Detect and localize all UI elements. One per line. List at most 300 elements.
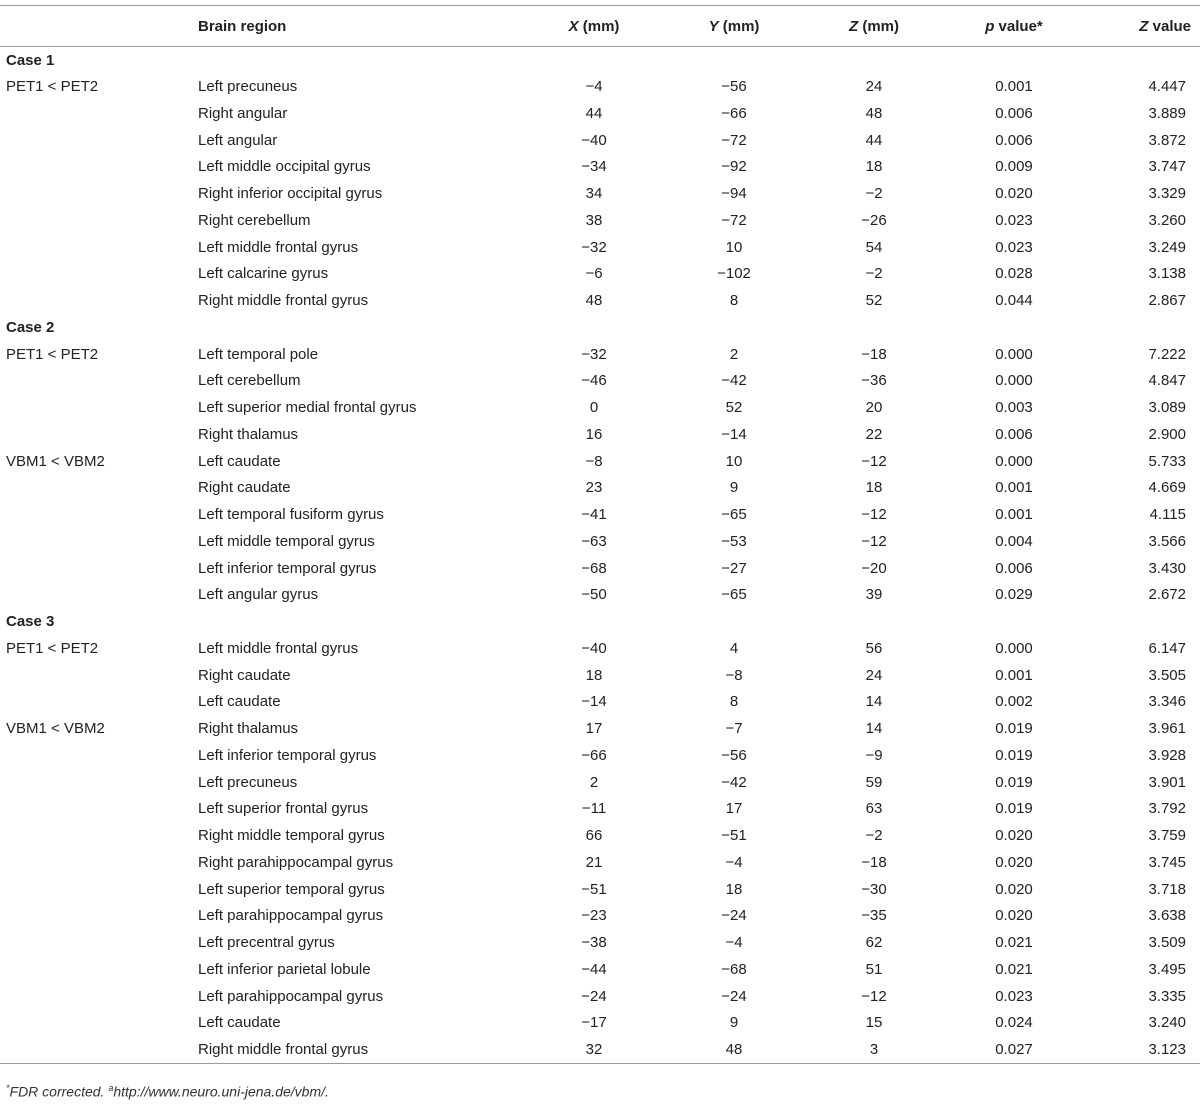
x-mm-cell: 23	[585, 479, 603, 497]
z-value-cell: 3.089	[1148, 399, 1186, 417]
z-mm-cell: 24	[865, 78, 883, 96]
y-mm-cell: −66	[721, 104, 747, 122]
brain-region-cell: Left middle occipital gyrus	[198, 158, 371, 176]
table-row	[0, 956, 1200, 983]
x-mm-cell: −38	[581, 934, 607, 952]
z-value-cell: 3.509	[1148, 934, 1186, 952]
y-mm-cell: 8	[729, 693, 739, 711]
x-mm-cell: 17	[585, 720, 603, 738]
z-mm-cell: −2	[865, 827, 883, 845]
case-header-row	[0, 608, 1200, 635]
z-mm-cell: 15	[865, 1014, 883, 1032]
z-mm-cell: 48	[865, 104, 883, 122]
z-mm-cell: −18	[861, 853, 887, 871]
header-brain-region: Brain region	[196, 6, 524, 47]
brain-region-cell: Left precentral gyrus	[198, 934, 335, 952]
table-row	[0, 849, 1200, 876]
condition-cell	[0, 796, 196, 823]
y-mm-cell: −68	[721, 960, 747, 978]
z-mm-cell: 20	[865, 399, 883, 417]
brain-region-cell: Left middle frontal gyrus	[198, 238, 359, 256]
table-row	[0, 796, 1200, 823]
z-mm-cell: 24	[865, 666, 883, 684]
brain-region-cell: Left superior temporal gyrus	[198, 880, 385, 898]
z-mm-cell: −2	[865, 185, 883, 203]
p-value-cell: 0.003	[995, 399, 1033, 417]
x-mm-cell: −51	[581, 880, 607, 898]
table-row	[0, 368, 1200, 395]
case-label: Case 2	[6, 318, 55, 336]
p-value-cell: 0.000	[995, 639, 1033, 657]
x-mm-cell: −23	[581, 907, 607, 925]
x-mm-cell: −32	[581, 345, 607, 363]
p-value-cell: 0.021	[995, 934, 1033, 952]
condition-cell	[0, 100, 196, 127]
p-value-cell: 0.019	[995, 746, 1033, 764]
y-mm-cell: 10	[725, 238, 743, 256]
y-mm-cell: 18	[725, 880, 743, 898]
z-mm-cell: 52	[865, 292, 883, 310]
y-mm-cell: 4	[729, 639, 739, 657]
x-mm-cell: −68	[581, 559, 607, 577]
y-mm-cell: 9	[729, 479, 739, 497]
y-mm-cell: −42	[721, 773, 747, 791]
z-value-cell: 3.430	[1148, 559, 1186, 577]
z-mm-cell: 3	[804, 1036, 944, 1063]
brain-region-cell: Right caudate	[198, 479, 291, 497]
table-row	[0, 582, 1200, 609]
brain-region-cell: Left calcarine gyrus	[198, 265, 329, 283]
p-value-cell: 0.006	[995, 559, 1033, 577]
x-mm-cell: −8	[585, 452, 603, 470]
brain-region-cell: Right middle temporal gyrus	[198, 827, 385, 845]
x-mm-cell: −4	[585, 78, 603, 96]
table-row	[0, 635, 1200, 662]
table-row	[0, 769, 1200, 796]
z-mm-cell: −12	[861, 987, 887, 1005]
y-mm-cell: 52	[725, 399, 743, 417]
brain-region-cell: Left inferior temporal gyrus	[198, 559, 377, 577]
y-mm-cell: −8	[725, 666, 743, 684]
p-value-cell: 0.023	[995, 987, 1033, 1005]
table-row	[0, 822, 1200, 849]
y-mm-cell: 48	[664, 1036, 804, 1063]
x-mm-cell: −41	[581, 506, 607, 524]
header-condition	[0, 6, 196, 47]
table-row	[0, 448, 1200, 475]
header-zv-var: Z	[1139, 17, 1149, 35]
z-mm-cell: 18	[865, 158, 883, 176]
y-mm-cell: −65	[721, 506, 747, 524]
y-mm-cell: −42	[721, 372, 747, 390]
condition-cell	[0, 956, 196, 983]
table-row	[0, 689, 1200, 716]
p-value-cell: 0.029	[995, 586, 1033, 604]
p-value-cell: 0.020	[995, 907, 1033, 925]
z-value-cell: 3.928	[1148, 746, 1186, 764]
z-mm-cell: 56	[865, 639, 883, 657]
p-value-cell: 0.024	[995, 1014, 1033, 1032]
results-table	[0, 5, 1200, 1064]
condition-cell	[0, 421, 196, 448]
z-value-cell: 3.495	[1148, 960, 1186, 978]
header-z	[804, 6, 944, 47]
header-p-value	[944, 6, 1084, 47]
y-mm-cell: −102	[717, 265, 751, 283]
z-value-cell: 3.792	[1148, 800, 1186, 818]
x-mm-cell: −11	[581, 800, 607, 818]
p-value-cell: 0.001	[995, 666, 1033, 684]
y-mm-cell: −56	[721, 78, 747, 96]
y-mm-cell: 9	[729, 1014, 739, 1032]
x-mm-cell: 32	[524, 1036, 664, 1063]
z-value-cell: 3.566	[1148, 532, 1186, 550]
table-row	[0, 287, 1200, 314]
condition-cell	[0, 689, 196, 716]
y-mm-cell: −72	[721, 131, 747, 149]
z-value-cell: 3.260	[1148, 211, 1186, 229]
p-value-cell: 0.019	[995, 720, 1033, 738]
z-mm-cell: 59	[865, 773, 883, 791]
header-p-var: p	[985, 17, 995, 35]
condition-cell	[0, 662, 196, 689]
brain-region-cell: Right thalamus	[198, 720, 299, 738]
z-mm-cell: −26	[861, 211, 887, 229]
condition-cell	[0, 287, 196, 314]
condition-cell: PET1 < PET2	[6, 345, 99, 363]
x-mm-cell: −50	[581, 586, 607, 604]
z-mm-cell: 18	[865, 479, 883, 497]
x-mm-cell: −46	[581, 372, 607, 390]
header-z-value	[1084, 6, 1200, 47]
p-value-cell: 0.000	[995, 452, 1033, 470]
p-value-cell: 0.021	[995, 960, 1033, 978]
brain-region-cell: Left inferior parietal lobule	[198, 960, 371, 978]
y-mm-cell: 2	[729, 345, 739, 363]
table-row	[0, 929, 1200, 956]
condition-cell	[0, 394, 196, 421]
z-value-cell: 3.718	[1148, 880, 1186, 898]
z-value-cell: 4.115	[1149, 506, 1186, 524]
z-mm-cell: −12	[861, 532, 887, 550]
z-value-cell: 3.346	[1148, 693, 1186, 711]
z-mm-cell: 63	[865, 800, 883, 818]
condition-cell	[0, 555, 196, 582]
x-mm-cell: 18	[585, 666, 603, 684]
z-mm-cell: −18	[861, 345, 887, 363]
y-mm-cell: −53	[721, 532, 747, 550]
z-value-cell: 3.240	[1148, 1014, 1186, 1032]
condition-cell	[0, 769, 196, 796]
brain-region-cell: Left parahippocampal gyrus	[198, 987, 384, 1005]
x-mm-cell: 34	[585, 185, 603, 203]
y-mm-cell: −65	[721, 586, 747, 604]
table-row	[0, 1036, 1200, 1063]
case-label: Case 3	[6, 613, 55, 631]
header-z-var: Z	[848, 17, 859, 35]
header-y-var: Y	[708, 17, 719, 35]
condition-cell	[0, 876, 196, 903]
brain-region-cell: Left inferior temporal gyrus	[198, 746, 377, 764]
table-row	[0, 715, 1200, 742]
table-row	[0, 903, 1200, 930]
z-mm-cell: 14	[865, 693, 883, 711]
table-row	[0, 261, 1200, 288]
x-mm-cell: −24	[581, 987, 607, 1005]
header-x-unit: (mm)	[578, 17, 620, 35]
brain-region-cell: Right cerebellum	[198, 211, 311, 229]
z-mm-cell: 62	[865, 934, 883, 952]
brain-region-cell: Right middle frontal gyrus	[196, 1036, 524, 1063]
z-mm-cell: 44	[865, 131, 883, 149]
p-value-cell: 0.000	[995, 345, 1033, 363]
brain-region-cell: Left middle frontal gyrus	[198, 639, 359, 657]
condition-cell	[0, 822, 196, 849]
brain-region-cell: Right angular	[198, 104, 288, 122]
brain-region-cell: Left superior medial frontal gyrus	[198, 399, 417, 417]
z-mm-cell: −9	[865, 746, 883, 764]
footnote-a-mark: a	[108, 1083, 114, 1093]
p-value-cell: 0.000	[995, 372, 1033, 390]
z-value-cell: 3.123	[1084, 1036, 1200, 1063]
condition-cell	[0, 903, 196, 930]
p-value-cell: 0.006	[995, 425, 1033, 443]
brain-region-cell: Right parahippocampal gyrus	[198, 853, 394, 871]
y-mm-cell: −27	[721, 559, 747, 577]
footnote-star: *	[6, 1083, 10, 1093]
brain-region-cell: Left caudate	[198, 452, 281, 470]
p-value-cell: 0.001	[995, 506, 1033, 524]
z-value-cell: 3.745	[1148, 853, 1186, 871]
z-value-cell: 3.138	[1148, 265, 1186, 283]
z-value-cell: 3.961	[1148, 720, 1186, 738]
z-value-cell: 3.747	[1148, 158, 1186, 176]
header-y-unit: (mm)	[718, 17, 760, 35]
table-row	[0, 73, 1200, 100]
p-value-cell: 0.044	[995, 292, 1033, 310]
case-label: Case 1	[6, 51, 55, 69]
z-mm-cell: −36	[861, 372, 887, 390]
z-value-cell: 3.889	[1148, 104, 1186, 122]
y-mm-cell: −94	[721, 185, 747, 203]
z-mm-cell: 39	[865, 586, 883, 604]
table-row	[0, 234, 1200, 261]
condition-cell	[0, 234, 196, 261]
condition-cell	[0, 1036, 196, 1063]
x-mm-cell: 16	[585, 425, 603, 443]
brain-region-cell: Left caudate	[198, 1014, 281, 1032]
z-value-cell: 3.329	[1148, 185, 1186, 203]
p-value-cell: 0.006	[995, 104, 1033, 122]
x-mm-cell: −66	[581, 746, 607, 764]
z-mm-cell: −35	[861, 907, 887, 925]
brain-region-cell: Right caudate	[198, 666, 291, 684]
p-value-cell: 0.019	[995, 800, 1033, 818]
table-row	[0, 207, 1200, 234]
z-mm-cell: 22	[865, 425, 883, 443]
condition-cell	[0, 501, 196, 528]
table-row	[0, 100, 1200, 127]
z-mm-cell: 14	[865, 720, 883, 738]
z-mm-cell: 51	[865, 960, 883, 978]
x-mm-cell: −40	[581, 639, 607, 657]
brain-region-cell: Left angular	[198, 131, 278, 149]
z-value-cell: 2.867	[1148, 292, 1186, 310]
x-mm-cell: −40	[581, 131, 607, 149]
footnote	[6, 1083, 329, 1100]
table-row	[0, 555, 1200, 582]
condition-cell	[0, 1010, 196, 1037]
p-value-cell: 0.023	[995, 238, 1033, 256]
z-value-cell: 3.249	[1148, 238, 1186, 256]
brain-region-cell: Left caudate	[198, 693, 281, 711]
y-mm-cell: −4	[725, 853, 743, 871]
brain-region-cell: Right inferior occipital gyrus	[198, 185, 383, 203]
condition-cell	[0, 127, 196, 154]
z-value-cell: 2.900	[1148, 425, 1186, 443]
x-mm-cell: 2	[589, 773, 599, 791]
table-row	[0, 180, 1200, 207]
p-value-cell: 0.006	[995, 131, 1033, 149]
y-mm-cell: −92	[721, 158, 747, 176]
z-value-cell: 6.147	[1148, 639, 1186, 657]
p-value-cell: 0.028	[995, 265, 1033, 283]
table-row	[0, 876, 1200, 903]
condition-cell	[0, 180, 196, 207]
brain-region-cell: Left angular gyrus	[198, 586, 319, 604]
table-row	[0, 394, 1200, 421]
table-row	[0, 421, 1200, 448]
z-value-cell: 7.222	[1148, 345, 1186, 363]
z-mm-cell: −12	[861, 452, 887, 470]
z-mm-cell: −20	[861, 559, 887, 577]
z-value-cell: 5.733	[1148, 452, 1186, 470]
condition-cell: VBM1 < VBM2	[6, 720, 105, 738]
condition-cell	[0, 368, 196, 395]
header-y	[664, 6, 804, 47]
header-x-var: X	[568, 17, 579, 35]
condition-cell	[0, 582, 196, 609]
table-row	[0, 1010, 1200, 1037]
condition-cell	[0, 528, 196, 555]
z-mm-cell: −2	[865, 265, 883, 283]
brain-region-cell: Right middle frontal gyrus	[198, 292, 369, 310]
z-mm-cell: −30	[861, 880, 887, 898]
z-value-cell: 3.505	[1148, 666, 1186, 684]
table-row	[0, 742, 1200, 769]
p-value-cell: 0.020	[995, 853, 1033, 871]
brain-region-cell: Left temporal fusiform gyrus	[198, 506, 384, 524]
footnote-url[interactable]: http://www.neuro.uni-jena.de/vbm/.	[113, 1083, 329, 1100]
condition-cell	[0, 261, 196, 288]
x-mm-cell: 44	[585, 104, 603, 122]
z-value-cell: 4.669	[1148, 479, 1186, 497]
x-mm-cell: −44	[581, 960, 607, 978]
condition-cell	[0, 742, 196, 769]
x-mm-cell: −17	[581, 1014, 607, 1032]
condition-cell: PET1 < PET2	[6, 78, 99, 96]
y-mm-cell: 17	[725, 800, 743, 818]
table-row	[0, 341, 1200, 368]
x-mm-cell: 21	[585, 853, 603, 871]
y-mm-cell: −7	[725, 720, 743, 738]
x-mm-cell: −6	[585, 265, 603, 283]
header-zv-rest: value	[1148, 17, 1191, 35]
case-header-row	[0, 314, 1200, 341]
condition-cell	[0, 475, 196, 502]
brain-region-cell: Left precuneus	[198, 78, 298, 96]
y-mm-cell: 8	[729, 292, 739, 310]
z-value-cell: 3.901	[1148, 773, 1186, 791]
p-value-cell: 0.001	[995, 78, 1033, 96]
condition-cell	[0, 983, 196, 1010]
header-row	[0, 6, 1200, 47]
x-mm-cell: −14	[581, 693, 607, 711]
table-row	[0, 154, 1200, 181]
z-value-cell: 3.335	[1148, 987, 1186, 1005]
footnote-fdr: FDR corrected.	[9, 1083, 109, 1100]
y-mm-cell: −4	[725, 934, 743, 952]
x-mm-cell: −63	[581, 532, 607, 550]
p-value-cell: 0.027	[944, 1036, 1084, 1063]
y-mm-cell: −72	[721, 211, 747, 229]
z-value-cell: 3.638	[1148, 907, 1186, 925]
table-row	[0, 528, 1200, 555]
case-header-row	[0, 47, 1200, 74]
brain-region-cell: Left precuneus	[198, 773, 298, 791]
y-mm-cell: −51	[721, 827, 747, 845]
brain-region-cell: Left superior frontal gyrus	[198, 800, 369, 818]
x-mm-cell: 66	[585, 827, 603, 845]
brain-region-cell: Left parahippocampal gyrus	[198, 907, 384, 925]
p-value-cell: 0.020	[995, 827, 1033, 845]
table-row	[0, 662, 1200, 689]
p-value-cell: 0.009	[995, 158, 1033, 176]
brain-region-cell: Left middle temporal gyrus	[198, 532, 375, 550]
condition-cell	[0, 849, 196, 876]
p-value-cell: 0.019	[995, 773, 1033, 791]
header-z-unit: (mm)	[858, 17, 899, 35]
z-value-cell: 2.672	[1148, 586, 1186, 604]
header-p-rest: value*	[994, 17, 1043, 35]
z-value-cell: 3.759	[1148, 827, 1186, 845]
brain-region-cell: Left cerebellum	[198, 372, 301, 390]
condition-cell: VBM1 < VBM2	[6, 452, 105, 470]
table-row	[0, 501, 1200, 528]
brain-region-cell: Left temporal pole	[198, 345, 319, 363]
z-value-cell: 3.872	[1148, 131, 1186, 149]
x-mm-cell: −32	[581, 238, 607, 256]
table-row	[0, 127, 1200, 154]
condition-cell	[0, 929, 196, 956]
table-body	[0, 47, 1200, 1064]
z-value-cell: 4.847	[1148, 372, 1186, 390]
p-value-cell: 0.020	[995, 880, 1033, 898]
condition-cell	[0, 207, 196, 234]
p-value-cell: 0.004	[995, 532, 1033, 550]
y-mm-cell: −14	[721, 425, 747, 443]
y-mm-cell: −24	[721, 907, 747, 925]
z-mm-cell: −12	[861, 506, 887, 524]
p-value-cell: 0.001	[995, 479, 1033, 497]
x-mm-cell: 0	[589, 399, 599, 417]
p-value-cell: 0.023	[995, 211, 1033, 229]
brain-region-cell: Right thalamus	[198, 425, 299, 443]
y-mm-cell: −56	[721, 746, 747, 764]
condition-cell	[0, 154, 196, 181]
table-row	[0, 475, 1200, 502]
p-value-cell: 0.020	[995, 185, 1033, 203]
